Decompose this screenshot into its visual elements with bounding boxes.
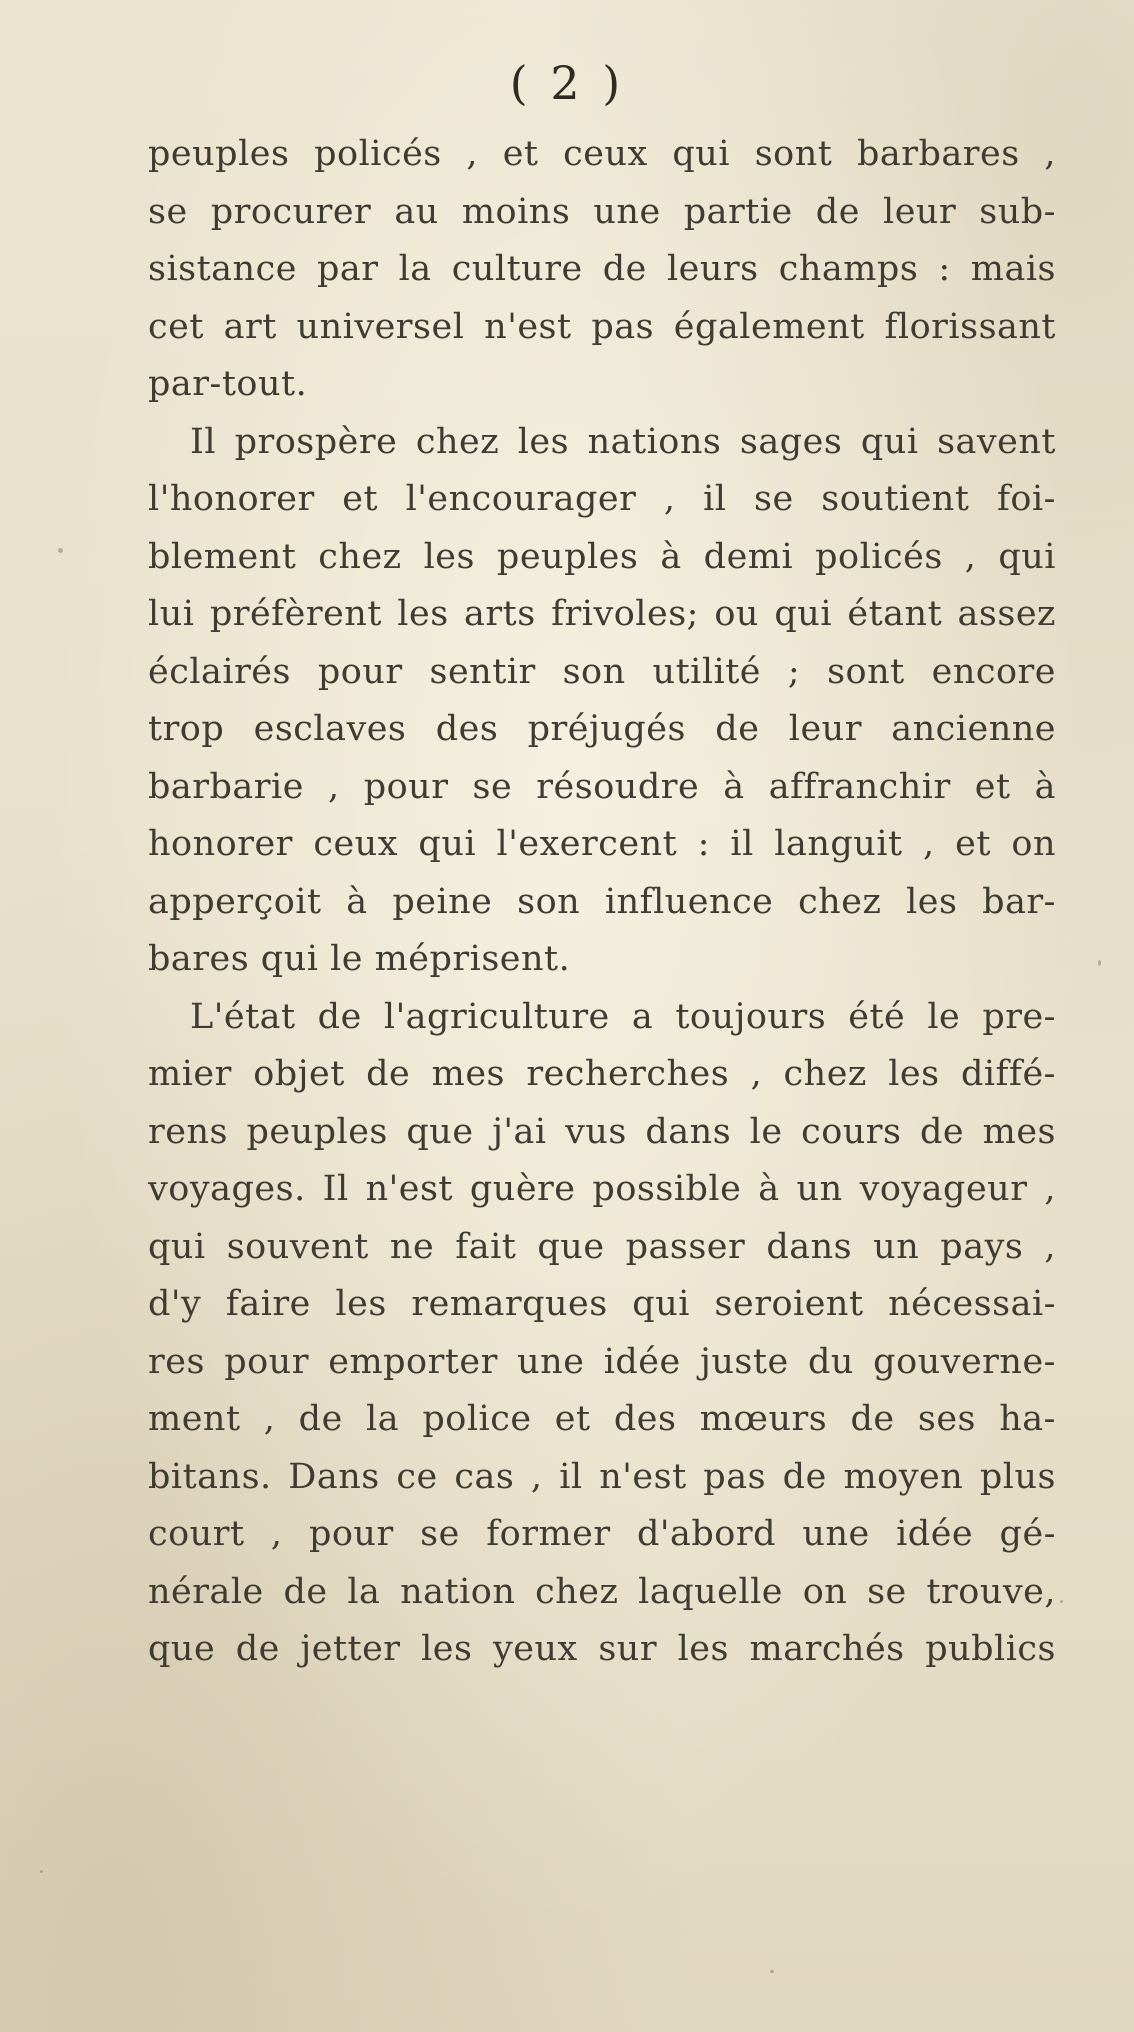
text-line: se procurer au moins une partie de leur sub- — [148, 191, 1056, 232]
text-line: d'y faire les remarques qui seroient nécessai- — [148, 1284, 1056, 1324]
text-line: peuples policés , et ceux qui sont barbares , — [148, 134, 1056, 174]
text-line: barbarie , pour se résoudre à affranchir et à — [148, 766, 1056, 807]
page-number: ( 2 ) — [509, 56, 625, 110]
text-line: bares qui le méprisent. — [148, 939, 571, 979]
text-line: lui préfèrent les arts frivoles; ou qui étant assez — [148, 594, 1056, 634]
text-line: bitans. Dans ce cas , il n'est pas de moyen plus — [148, 1456, 1056, 1497]
text-line: cet art universel n'est pas également florissant — [148, 306, 1056, 347]
text-line: sistance par la culture de leurs champs : mais — [148, 249, 1056, 289]
text-line: ment , de la police et des mœurs de ses ha- — [148, 1399, 1056, 1439]
text-line: apperçoit à peine son influence chez les bar- — [148, 881, 1056, 922]
text-line: nérale de la nation chez laquelle on se trouve, — [148, 1571, 1056, 1612]
text-line: que de jetter les yeux sur les marchés publics — [148, 1629, 1056, 1669]
ink-speck — [40, 1870, 43, 1873]
body-text — [148, 126, 1056, 1679]
ink-speck — [1060, 1600, 1063, 1603]
text-line: blement chez les peuples à demi policés , qui — [148, 536, 1056, 577]
text-line: éclairés pour sentir son utilité ; sont encore — [148, 651, 1056, 692]
text-line: trop esclaves des préjugés de leur ancienne — [148, 709, 1056, 749]
text-line: voyages. Il n'est guère possible à un voyageur , — [148, 1169, 1056, 1209]
ink-speck — [58, 548, 63, 553]
text-line: court , pour se former d'abord une idée gé- — [148, 1514, 1056, 1554]
text-line: l'honorer et l'encourager , il se soutient foi- — [148, 479, 1056, 519]
text-line: Il prospère chez les nations sages qui savent — [190, 421, 1056, 462]
text-line: L'état de l'agriculture a toujours été le pre- — [190, 996, 1056, 1037]
text-line: honorer ceux qui l'exercent : il languit , et on — [148, 824, 1056, 864]
ink-speck — [1098, 960, 1101, 966]
text-line: rens peuples que j'ai vus dans le cours de mes — [148, 1111, 1056, 1152]
text-line: res pour emporter une idée juste du gouverne- — [148, 1341, 1056, 1382]
text-line: par-tout. — [148, 364, 308, 404]
ink-speck — [770, 1970, 774, 1973]
text-line: mier objet de mes recherches , chez les diffé- — [148, 1054, 1056, 1094]
text-line: qui souvent ne fait que passer dans un pays , — [148, 1226, 1056, 1267]
